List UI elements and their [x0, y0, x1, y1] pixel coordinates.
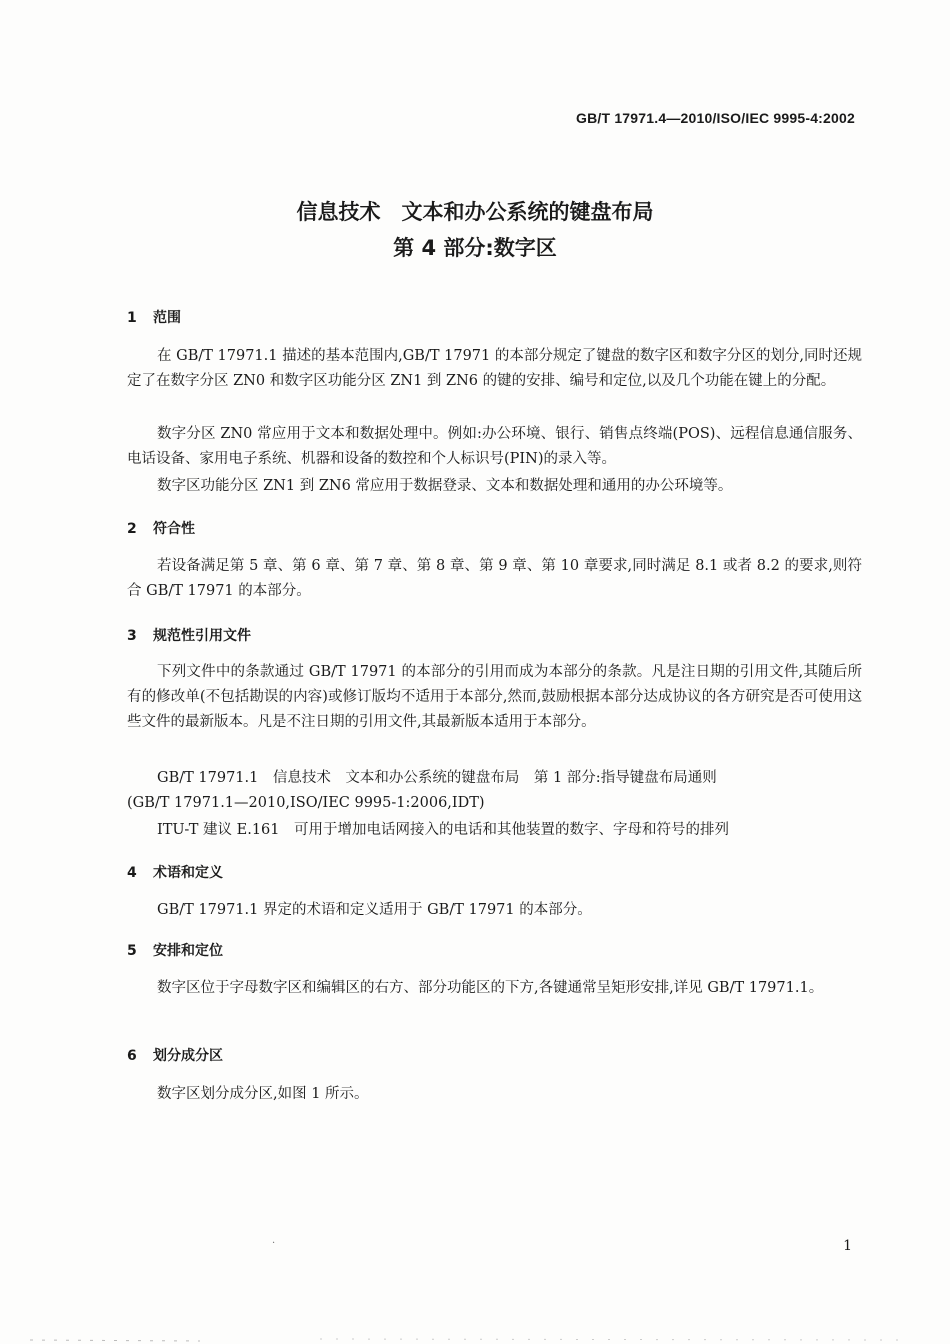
- section-heading-conformance: [127, 518, 195, 538]
- section-number: 3: [127, 628, 137, 644]
- reference-entry: [127, 766, 862, 816]
- paragraph: 下列文件中的条款通过 GB/T 17971 的本部分的引用而成为本部分的条款。凡是注日期的引用文件,其随后所有的修改单(不包括勘误的内容)或修订版均不适用于本部分,然而,鼓励根据本部分达成协议的各方研究是否可使用这些文件的最新版本。凡是不注日期的引用文件,其最新版本适用于本部分。: [127, 664, 862, 730]
- section-number: 4: [127, 865, 137, 881]
- paragraph: 数字区划分成分区,如图 1 所示。: [157, 1086, 369, 1102]
- reference-entry: [127, 818, 862, 843]
- section-number: 6: [127, 1048, 137, 1064]
- paragraph: 若设备满足第 5 章、第 6 章、第 7 章、第 8 章、第 9 章、第 10 章要求,同时满足 8.1 或者 8.2 的要求,则符合 GB/T 17971 的本部分。: [127, 558, 862, 599]
- paragraph: 数字分区 ZN0 常应用于文本和数据处理中。例如:办公环境、银行、销售点终端(POS)、远程信息通信服务、电话设备、家用电子系统、机器和设备的数控和个人标识号(PIN)的录入等。: [127, 426, 862, 467]
- section-heading-scope: [127, 307, 181, 327]
- section-number: 2: [127, 521, 137, 537]
- section-title: 范围: [153, 310, 181, 326]
- document-title: 信息技术 文本和办公系统的键盘布局: [296, 200, 654, 224]
- reference-line: (GB/T 17971.1—2010,ISO/IEC 9995-1:2006,IDT): [127, 795, 485, 811]
- reference-line: GB/T 17971.1 信息技术 文本和办公系统的键盘布局 第 1 部分:指导键盘布局通则: [157, 770, 717, 786]
- section-heading-terms: [127, 862, 223, 882]
- section-number: 5: [127, 943, 137, 959]
- document-subtitle: 第 4 部分:数字区: [393, 236, 557, 260]
- reference-line: ITU-T 建议 E.161 可用于增加电话网接入的电话和其他装置的数字、字母和符号的排列: [157, 822, 730, 838]
- section-heading-normative-references: [127, 625, 251, 645]
- paragraph: GB/T 17971.1 界定的术语和定义适用于 GB/T 17971 的本部分。: [157, 902, 592, 918]
- standard-code: GB/T 17971.4—2010/ISO/IEC 9995-4:2002: [575, 110, 855, 126]
- page-number: 1: [843, 1238, 852, 1254]
- section-heading-division: [127, 1045, 223, 1065]
- section-title: 划分成分区: [153, 1048, 223, 1064]
- section-title: 符合性: [153, 521, 195, 537]
- paragraph: 数字区位于字母数字区和编辑区的右方、部分功能区的下方,各键通常呈矩形安排,详见 GB/T 17971.1。: [157, 980, 824, 996]
- scan-mark: ·: [272, 1238, 276, 1249]
- section-number: 1: [127, 310, 137, 326]
- section-heading-arrangement: [127, 940, 223, 960]
- section-title: 术语和定义: [153, 865, 223, 881]
- paragraph: 在 GB/T 17971.1 描述的基本范围内,GB/T 17971 的本部分规定了键盘的数字区和数字分区的划分,同时还规定了在数字分区 ZN0 和数字区功能分区 ZN1 到 ZN6 的键的安排、编号和定位,以及几个功能在键上的分配。: [127, 348, 862, 389]
- section-title: 规范性引用文件: [153, 628, 251, 644]
- section-title: 安排和定位: [153, 943, 223, 959]
- paragraph: 数字区功能分区 ZN1 到 ZN6 常应用于数据登录、文本和数据处理和通用的办公环境等。: [157, 478, 733, 494]
- scan-edge-noise: [0, 1330, 950, 1344]
